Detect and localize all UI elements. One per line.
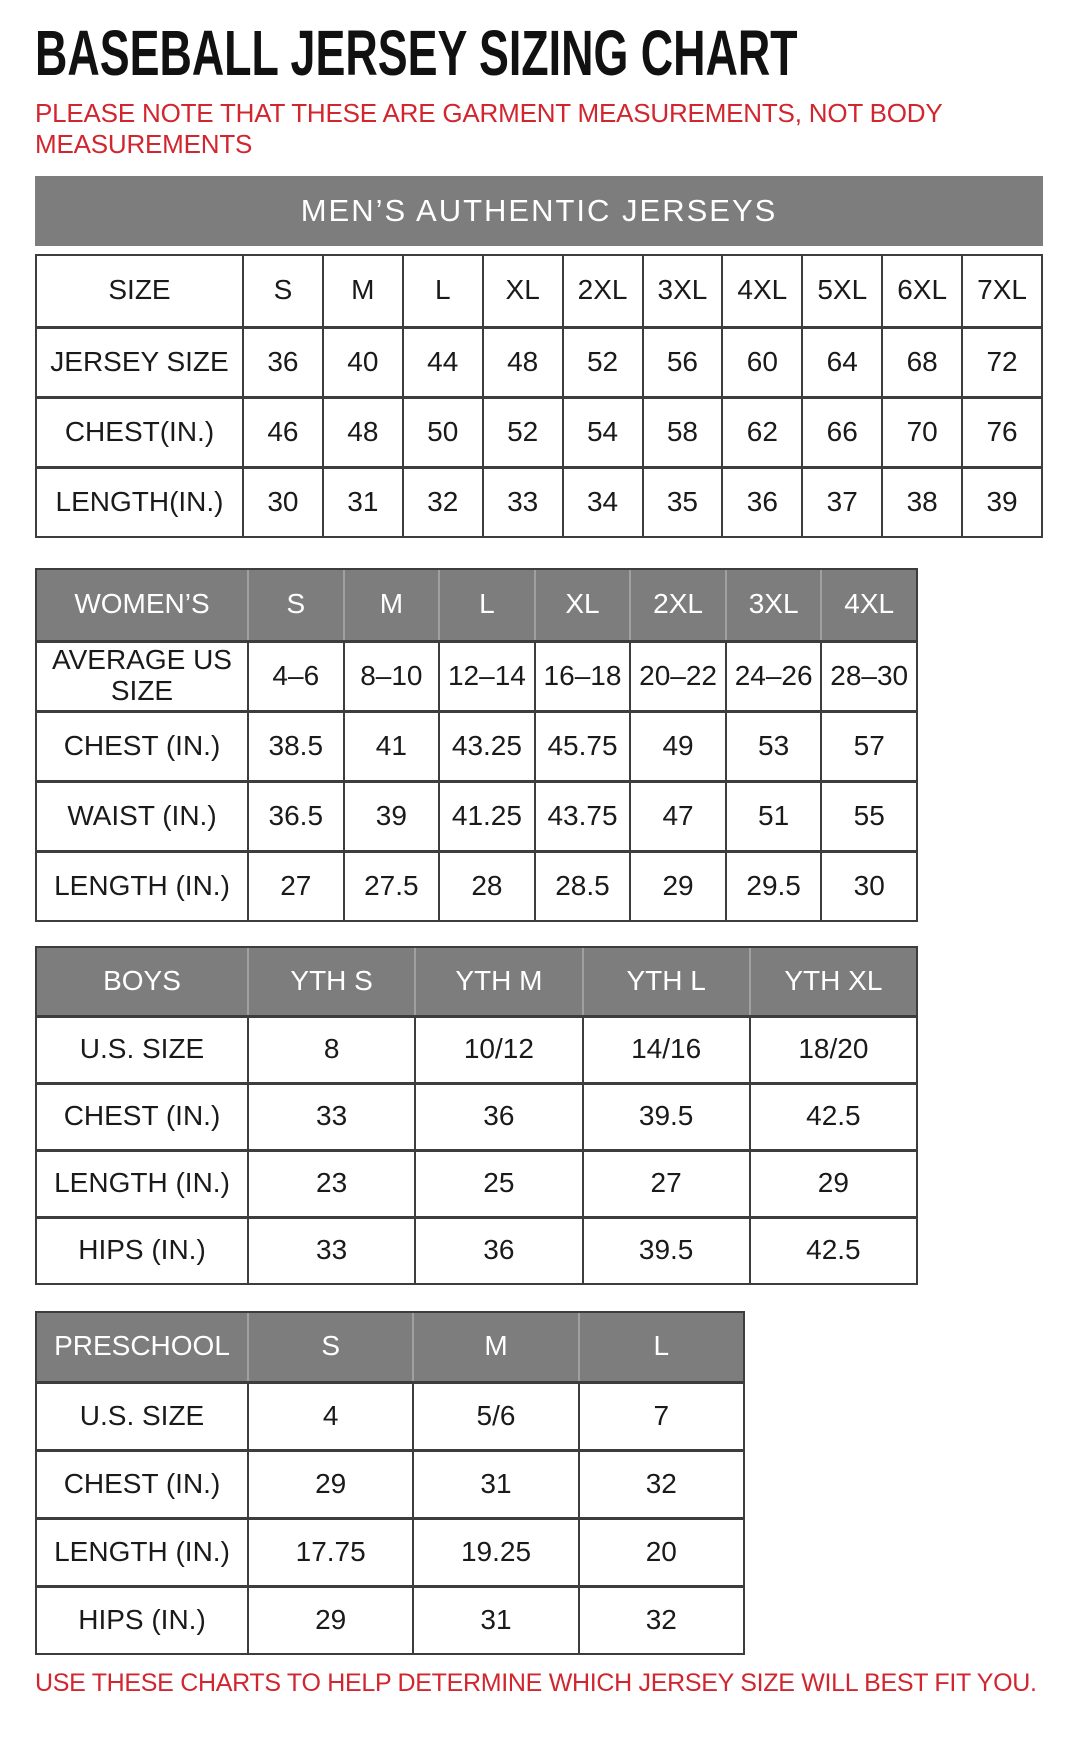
value-cell: 7 (578, 1381, 743, 1449)
row-label: LENGTH (IN.) (37, 1517, 247, 1585)
value-cell: 28–30 (820, 640, 916, 710)
value-cell: 72 (961, 326, 1041, 396)
value-cell: 58 (642, 396, 722, 466)
row-label: LENGTH (IN.) (37, 1149, 247, 1216)
preschool-grid (35, 1311, 745, 1655)
value-cell: 6XL (881, 256, 961, 326)
value-cell: 8 (247, 1015, 414, 1082)
value-cell: 19.25 (412, 1517, 577, 1585)
value-cell: 46 (242, 396, 322, 466)
value-cell: 16–18 (534, 640, 630, 710)
row-label: CHEST (IN.) (37, 1449, 247, 1517)
value-cell: 54 (562, 396, 642, 466)
value-cell: 31 (412, 1449, 577, 1517)
value-cell: 36 (414, 1216, 581, 1283)
row-label: SIZE (108, 274, 171, 306)
value-cell: 52 (562, 326, 642, 396)
value-cell: S (242, 256, 322, 326)
value-cell: 7XL (961, 256, 1041, 326)
value-cell: 32 (402, 466, 482, 536)
value-cell: 36 (414, 1082, 581, 1149)
value-cell: 38.5 (247, 710, 343, 780)
size-header-cell: L (578, 1313, 743, 1381)
value-cell: 41.25 (438, 780, 534, 850)
value-cell: 17.75 (247, 1517, 412, 1585)
size-header-cell: M (343, 570, 439, 640)
womens-grid (35, 568, 918, 922)
boys-grid (35, 946, 918, 1285)
value-cell: 33 (482, 466, 562, 536)
value-cell: 24–26 (725, 640, 821, 710)
size-header-cell: 3XL (725, 570, 821, 640)
value-cell: 42.5 (749, 1082, 916, 1149)
value-cell: 52 (482, 396, 562, 466)
value-cell: 36 (721, 466, 801, 536)
value-cell: 28.5 (534, 850, 630, 920)
fit-advice-note: USE THESE CHARTS TO HELP DETERMINE WHICH JERSEY SIZE WILL BEST FIT YOU. (35, 1668, 1037, 1697)
value-cell: 55 (820, 780, 916, 850)
size-header-cell: YTH XL (749, 948, 916, 1015)
value-cell: 29 (749, 1149, 916, 1216)
value-cell: 38 (881, 466, 961, 536)
mens-banner-title: MEN’S AUTHENTIC JERSEYS (35, 176, 1043, 246)
row-label: CHEST (IN.) (37, 710, 247, 780)
value-cell: 32 (578, 1449, 743, 1517)
value-cell: 4XL (721, 256, 801, 326)
value-cell: 18/20 (749, 1015, 916, 1082)
value-cell: 37 (801, 466, 881, 536)
garment-measurement-note: PLEASE NOTE THAT THESE ARE GARMENT MEASUREMENTS, NOT BODY MEASUREMENTS (35, 98, 942, 160)
value-cell: 45.75 (534, 710, 630, 780)
value-cell: 33 (247, 1082, 414, 1149)
preschool-group-header-cell: PRESCHOOL (37, 1313, 247, 1381)
value-cell: 29 (629, 850, 725, 920)
value-cell: 4–6 (247, 640, 343, 710)
row-label: HIPS (IN.) (37, 1216, 247, 1283)
row-label: HIPS (IN.) (37, 1585, 247, 1653)
value-cell: 60 (721, 326, 801, 396)
value-cell: 29.5 (725, 850, 821, 920)
value-cell: 39 (343, 780, 439, 850)
value-cell: 49 (629, 710, 725, 780)
value-cell: 39.5 (582, 1216, 749, 1283)
boys-group-header-cell: BOYS (37, 948, 247, 1015)
value-cell: 57 (820, 710, 916, 780)
value-cell: 23 (247, 1149, 414, 1216)
value-cell: 66 (801, 396, 881, 466)
value-cell: 20 (578, 1517, 743, 1585)
value-cell: 5/6 (412, 1381, 577, 1449)
preschool-sizing-table (35, 1311, 1042, 1655)
value-cell: 33 (247, 1216, 414, 1283)
value-cell: 39 (961, 466, 1041, 536)
value-cell: 4 (247, 1381, 412, 1449)
size-header-cell: YTH S (247, 948, 414, 1015)
value-cell: 39.5 (582, 1082, 749, 1149)
value-cell: 40 (322, 326, 402, 396)
value-cell: 43.25 (438, 710, 534, 780)
value-cell: 34 (562, 466, 642, 536)
value-cell: 64 (801, 326, 881, 396)
row-label: U.S. SIZE (37, 1381, 247, 1449)
value-cell: 41 (343, 710, 439, 780)
value-cell: 29 (247, 1585, 412, 1653)
value-cell: 56 (642, 326, 722, 396)
value-cell: 35 (642, 466, 722, 536)
size-header-cell: 2XL (629, 570, 725, 640)
value-cell: 70 (881, 396, 961, 466)
value-cell: 36 (242, 326, 322, 396)
value-cell: 47 (629, 780, 725, 850)
row-label: JERSEY SIZE (37, 326, 242, 396)
value-cell: 50 (402, 396, 482, 466)
value-cell: 12–14 (438, 640, 534, 710)
size-header-cell: M (412, 1313, 577, 1381)
value-cell: XL (482, 256, 562, 326)
value-cell: 20–22 (629, 640, 725, 710)
size-header-cell: YTH M (414, 948, 581, 1015)
row-label: U.S. SIZE (37, 1015, 247, 1082)
womens-sizing-table (35, 568, 1042, 922)
value-cell: 32 (578, 1585, 743, 1653)
row-label: WAIST (IN.) (37, 780, 247, 850)
value-cell: 31 (412, 1585, 577, 1653)
mens-grid (35, 254, 1043, 538)
value-cell: 28 (438, 850, 534, 920)
value-cell: 48 (322, 396, 402, 466)
size-header-cell: L (438, 570, 534, 640)
value-cell: 8–10 (343, 640, 439, 710)
row-label: AVERAGE US SIZE (37, 640, 247, 710)
value-cell: 31 (322, 466, 402, 536)
value-cell: 76 (961, 396, 1041, 466)
row-label: CHEST (IN.) (37, 1082, 247, 1149)
page-title: BASEBALL JERSEY SIZING CHART (35, 17, 798, 89)
value-cell: L (402, 256, 482, 326)
value-cell: 25 (414, 1149, 581, 1216)
value-cell: M (322, 256, 402, 326)
value-cell: 42.5 (749, 1216, 916, 1283)
size-header-cell: S (247, 1313, 412, 1381)
row-label: LENGTH (IN.) (37, 850, 247, 920)
value-cell: 68 (881, 326, 961, 396)
value-cell: 36.5 (247, 780, 343, 850)
value-cell: 44 (402, 326, 482, 396)
value-cell: 48 (482, 326, 562, 396)
value-cell: 30 (242, 466, 322, 536)
value-cell: 62 (721, 396, 801, 466)
value-cell: 30 (820, 850, 916, 920)
value-cell: 10/12 (414, 1015, 581, 1082)
value-cell: 27 (247, 850, 343, 920)
value-cell: 5XL (801, 256, 881, 326)
value-cell: 53 (725, 710, 821, 780)
value-cell: 3XL (642, 256, 722, 326)
value-cell: 27 (582, 1149, 749, 1216)
value-cell: 27.5 (343, 850, 439, 920)
row-label: CHEST(IN.) (37, 396, 242, 466)
value-cell: 14/16 (582, 1015, 749, 1082)
size-header-cell: XL (534, 570, 630, 640)
value-cell: 43.75 (534, 780, 630, 850)
size-header-cell: S (247, 570, 343, 640)
value-cell: 2XL (562, 256, 642, 326)
size-header-cell: 4XL (820, 570, 916, 640)
size-header-cell: YTH L (582, 948, 749, 1015)
mens-sizing-table (35, 176, 1042, 538)
womens-group-header-cell: WOMEN’S (37, 570, 247, 640)
boys-sizing-table (35, 946, 1042, 1285)
value-cell: 29 (247, 1449, 412, 1517)
row-label: LENGTH(IN.) (37, 466, 242, 536)
value-cell: 51 (725, 780, 821, 850)
